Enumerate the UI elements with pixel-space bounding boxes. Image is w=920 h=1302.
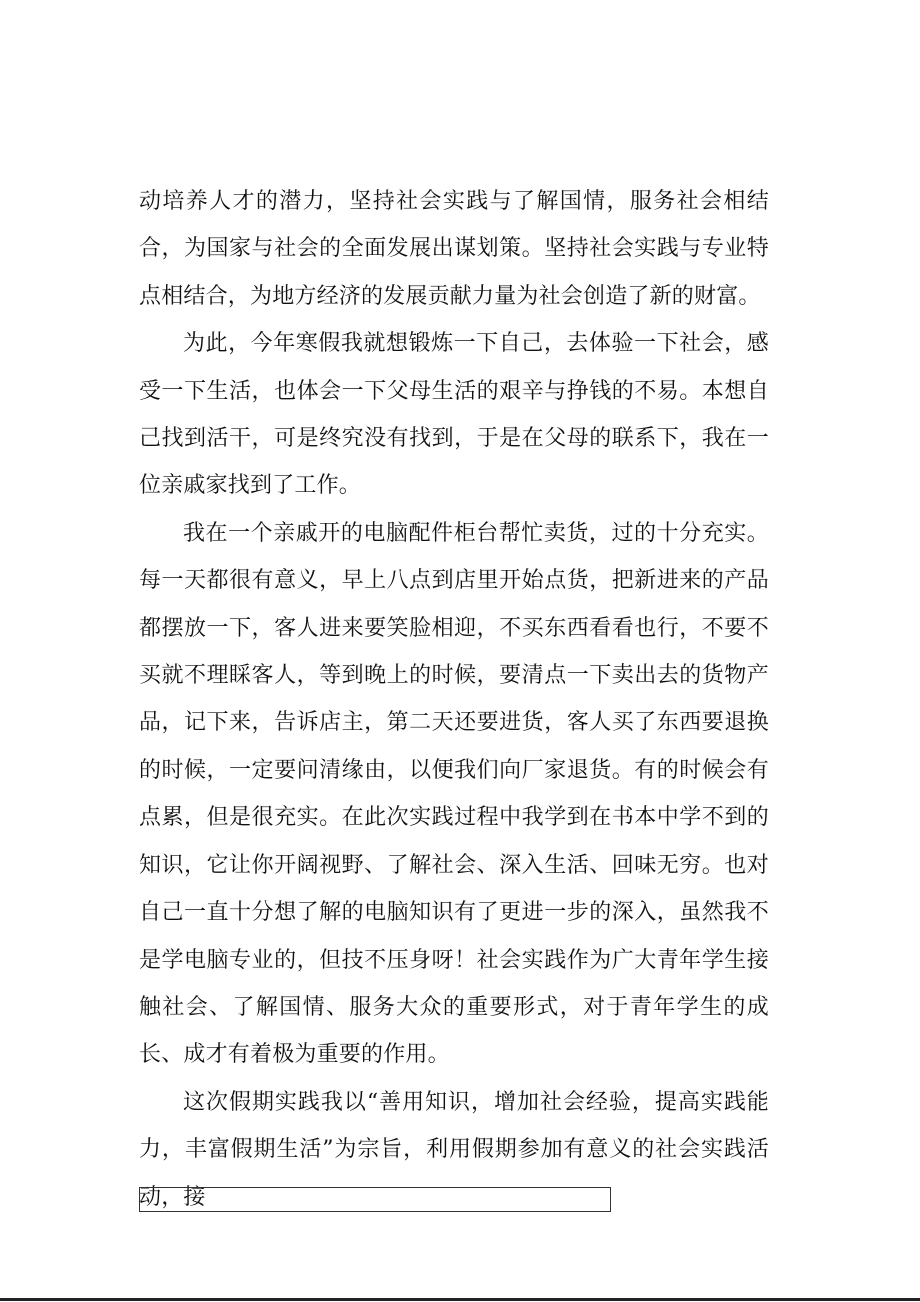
paragraph-3: 我在一个亲戚开的电脑配件柜台帮忙卖货，过的十分充实。每一天都很有意义，早上八点到店里开始点货，把新进来的产品都摆放一下，客人进来要笑脸相迎，不买东西看看也行，不要不买就不理睬客人，等到晚上的时候，要清点一下卖出去的货物产品，记下来，告诉店主，第二天还要进货，客人买了东西要退换的时候，一定要问清缘由，以便我们向厂家退货。有的时候会有点累，但是很充实。在此次实践过程中我学到在书本中学不到的知识，它让你开阔视野、了解社会、深入生活、回味无穷。也对自己一直十分想了解的电脑知识有了更进一步的深入，虽然我不是学电脑专业的，但技不压身呀！社会实践作为广大青年学生接触社会、了解国情、服务大众的重要形式，对于青年学生的成长、成才有着极为重要的作用。 (139, 520, 769, 1068)
bottom-divider (0, 1298, 920, 1301)
paragraph-2: 为此，今年寒假我就想锻炼一下自己，去体验一下社会，感受一下生活，也体会一下父母生活的艰辛与挣钱的不易。本想自己找到活干，可是终究没有找到，于是在父母的联系下，我在一位亲戚家找到了工作。 (139, 331, 769, 499)
paragraph-1: 动培养人才的潜力，坚持社会实践与了解国情，服务社会相结合，为国家与社会的全面发展出谋划策。坚持社会实践与专业特点相结合，为地方经济的发展贡献力量为社会创造了新的财富。 (139, 189, 769, 309)
body-text (139, 178, 769, 1221)
footer-box (139, 1187, 611, 1212)
paragraph-4: 这次假期实践我以“善用知识，增加社会经验，提高实践能力，丰富假期生活”为宗旨，利用假期参加有意义的社会实践活动，接 (139, 1089, 769, 1210)
